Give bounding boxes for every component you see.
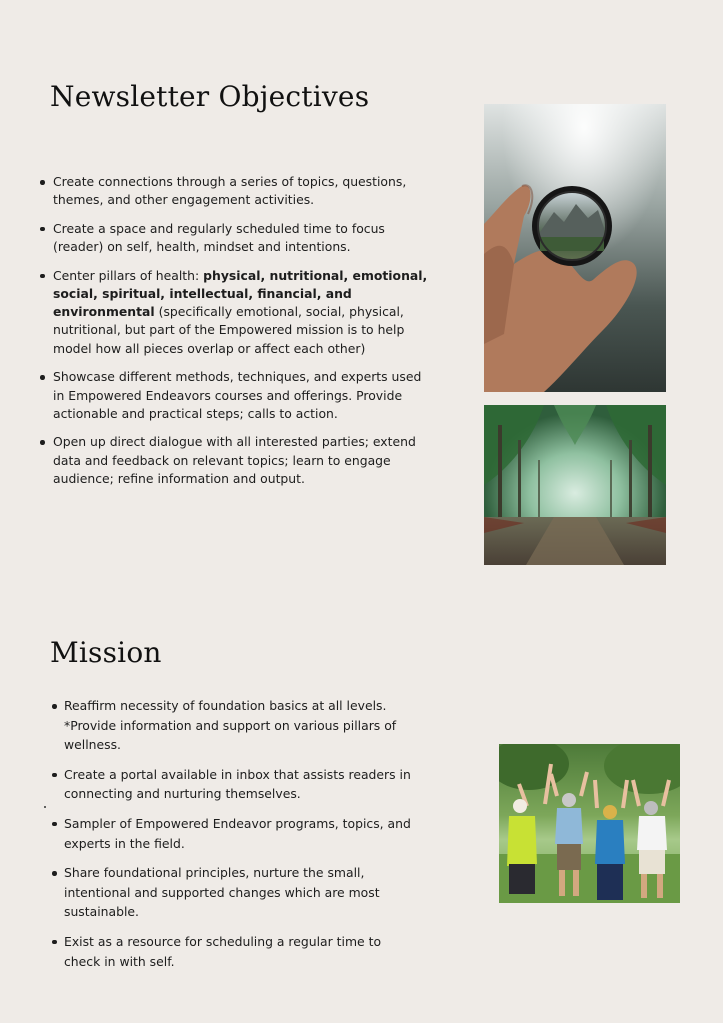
mirrored-forest-path-photo: [484, 405, 666, 565]
list-item: Reaffirm necessity of foundation basics at all levels. *Provide information and support on various pillars of wellness.: [64, 696, 419, 755]
pillars-intro: Center pillars of health:: [53, 267, 204, 283]
pillars-bold-list: physical, nutritional, emotional, social, spiritual, intellectual, financial, and environmental: [53, 267, 428, 320]
people-stretching-outdoors-photo: [499, 744, 680, 903]
list-item: Open up direct dialogue with all interested parties; extend data and feedback on relevant topics; learn to engage audience; refine information and output.: [53, 433, 431, 488]
list-item: Sampler of Empowered Endeavor programs, topics, and experts in the field.: [64, 814, 419, 853]
list-item: Exist as a resource for scheduling a regular time to check in with self.: [64, 932, 419, 971]
objectives-list: [53, 173, 431, 499]
list-item: Share foundational principles, nurture the small, intentional and supported changes which are most sustainable.: [64, 863, 419, 922]
stray-dot: [44, 806, 46, 808]
list-item: Showcase different methods, techniques, and experts used in Empowered Endeavors courses and offerings. Provide actionable and practical steps; calls to action.: [53, 368, 431, 423]
list-item: Create a portal available in inbox that assists readers in connecting and nurturing themselves.: [64, 765, 419, 804]
list-item: Create a space and regularly scheduled time to focus (reader) on self, health, mindset and intentions.: [53, 220, 431, 256]
newsletter-objectives-heading: Newsletter Objectives: [50, 80, 370, 113]
mission-list: [64, 696, 419, 981]
hand-holding-lens-photo: [484, 104, 666, 392]
list-item: [53, 267, 431, 358]
list-item: Create connections through a series of topics, questions, themes, and other engagement activities.: [53, 173, 431, 209]
pillars-note: (specifically emotional, social, physical, nutritional, but part of the Empowered mission is to help model how all pieces overlap or affect each other): [53, 304, 405, 356]
mission-heading: Mission: [50, 636, 162, 669]
